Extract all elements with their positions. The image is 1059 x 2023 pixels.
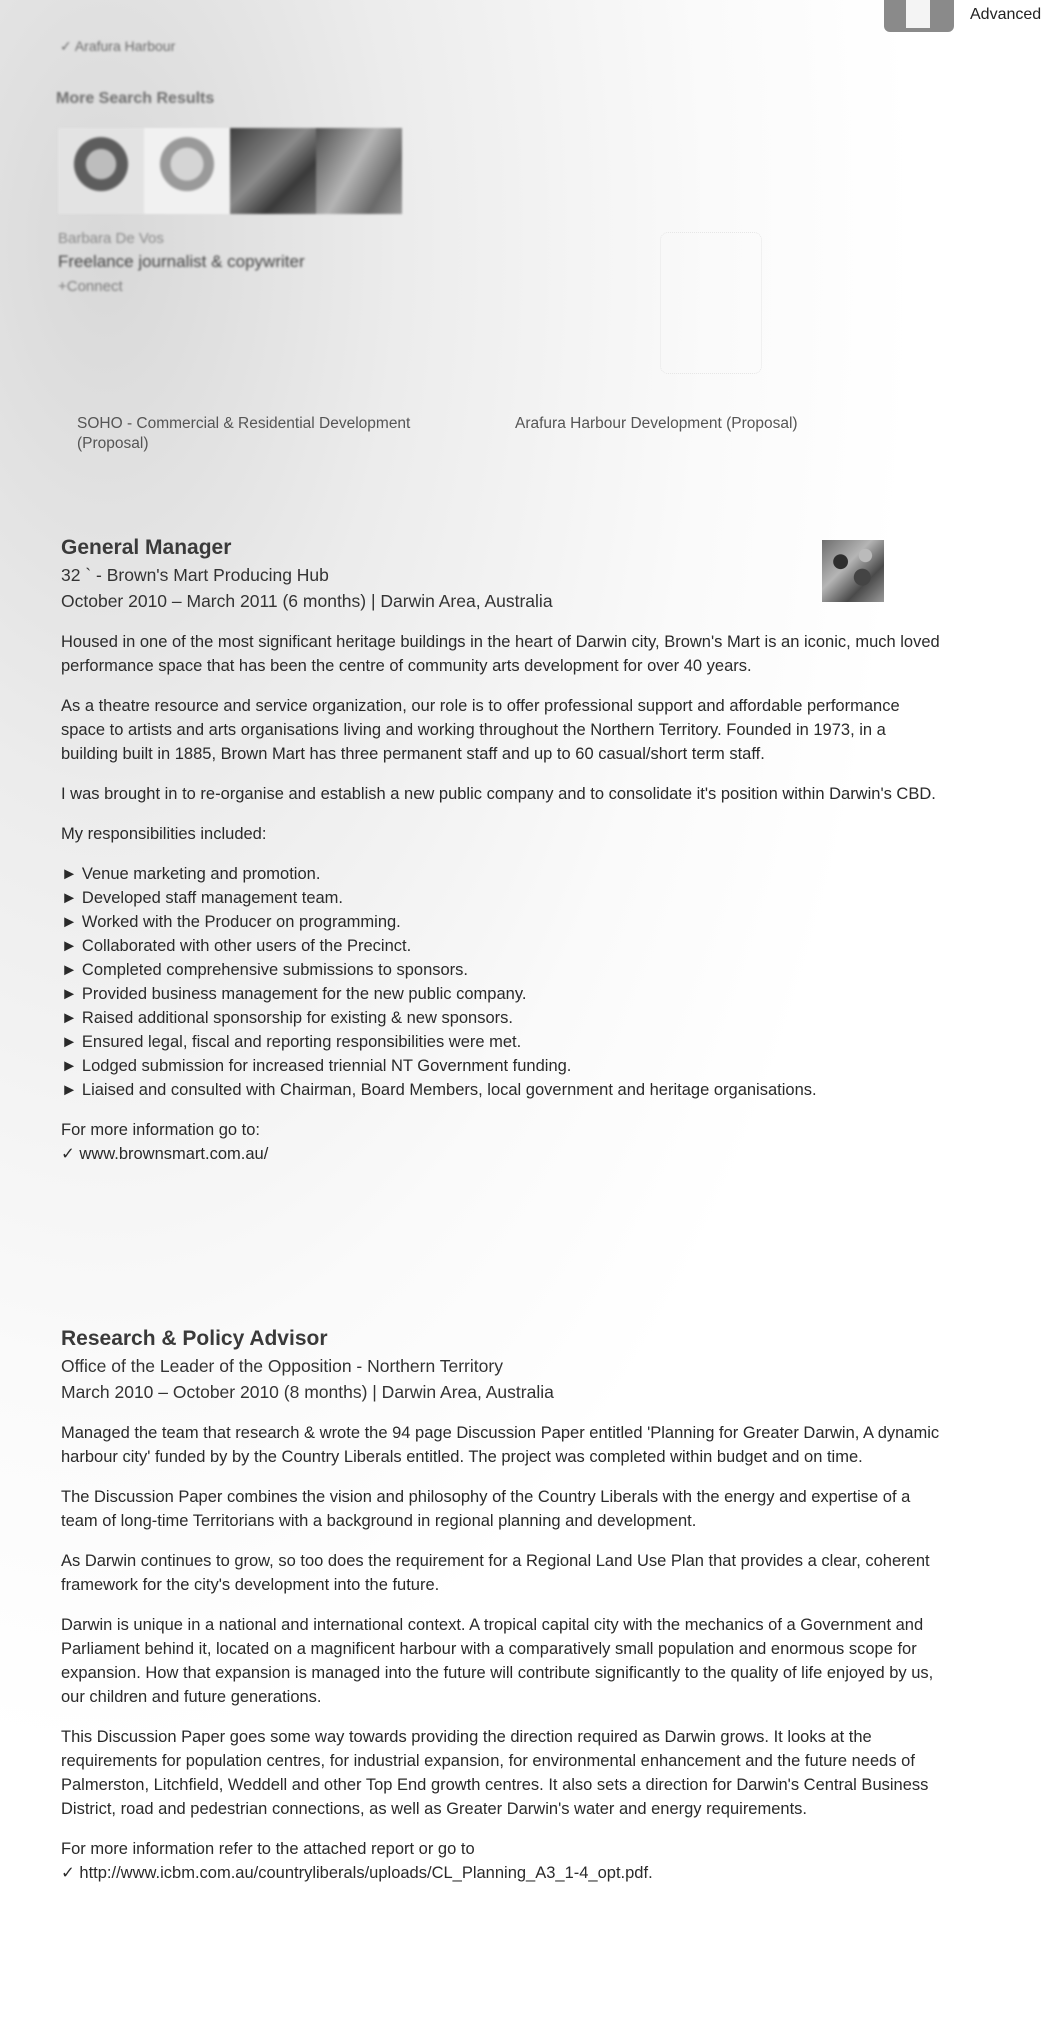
more-info-text: For more information go to: [61,1121,260,1139]
search-breadcrumb[interactable]: ✓ Arafura Harbour [60,38,176,54]
job-paragraph: The Discussion Paper combines the vision and philosophy of the Country Liberals with the energy and expertise of a team of long-time Territorians with a background in regional planning and development. [61,1488,911,1530]
profile-photo-strip [58,128,402,214]
job-dates: October 2010 – March 2011 (6 months) | Darwin Area, Australia [61,591,553,611]
list-item: ► Liaised and consulted with Chairman, Board Members, local government and heritage organisations. [61,1081,817,1099]
advanced-label[interactable]: Advanced [970,6,1042,23]
more-results-heading: More Search Results [56,90,215,107]
list-item: ► Collaborated with other users of the Precinct. [61,937,412,955]
avatar[interactable] [144,128,230,214]
external-link[interactable]: ✓ www.brownsmart.com.au/ [61,1145,269,1163]
job-paragraph: This Discussion Paper goes some way towards providing the direction required as Darwin grows. It looks at the requirements for population centres, for industrial expansion, for environmental enhancement and the future needs of Palmerston, Litchfield, Weddell and other Top End growth centres. It also sets a direction for Darwin's Central Business District, road and pedestrian connections, as well as Greater Darwin's water and energy requirements. [61,1728,929,1818]
connect-link[interactable]: +Connect [58,278,123,295]
project-arafura[interactable]: Arafura Harbour Development (Proposal) [515,415,798,432]
job-organization: 32 ` - Brown's Mart Producing Hub [61,565,329,585]
avatar[interactable] [316,128,402,214]
avatar[interactable] [58,128,144,214]
job-dates: March 2010 – October 2010 (8 months) | Darwin Area, Australia [61,1382,554,1402]
person-headline: Freelance journalist & copywriter [58,252,305,271]
job-paragraph: Housed in one of the most significant heritage buildings in the heart of Darwin city, Brown's Mart is an iconic, much loved performance space that has been the centre of community arts development for over 40 years. [61,633,940,675]
job-entry-general-manager [61,534,941,1166]
job-paragraph: As a theatre resource and service organization, our role is to offer professional support and affordable performance space to artists and arts organisations living and working throughout the Northern Territory. Founded in 1973, in a building built in 1885, Brown Mart has three permanent staff and up to 60 casual/short term staff. [61,697,900,763]
advanced-toggle[interactable] [884,0,954,32]
project-soho[interactable]: SOHO - Commercial & Residential Development (Proposal) [77,415,411,452]
list-item: ► Raised additional sponsorship for existing & new sponsors. [61,1009,513,1027]
blank-placeholder [660,232,762,374]
job-paragraph: I was brought in to re-organise and establish a new public company and to consolidate it's position within Darwin's CBD. [61,785,936,803]
list-item: ► Provided business management for the new public company. [61,985,527,1003]
job-paragraph: Managed the team that research & wrote the 94 page Discussion Paper entitled 'Planning for Greater Darwin, A dynamic harbour city' funded by by the Country Liberals entitled. The project was completed within budget and on time. [61,1424,940,1466]
job-organization: Office of the Leader of the Opposition - Northern Territory [61,1356,503,1376]
job-paragraph: My responsibilities included: [61,825,267,843]
job-title: Research & Policy Advisor [61,1327,328,1350]
external-link[interactable]: ✓ http://www.icbm.com.au/countryliberals/uploads/CL_Planning_A3_1-4_opt.pdf. [61,1864,653,1882]
job-entry-research-policy-advisor [61,1325,941,1885]
list-item: ► Lodged submission for increased triennial NT Government funding. [61,1057,572,1075]
list-item: ► Ensured legal, fiscal and reporting responsibilities were met. [61,1033,522,1051]
job-paragraph: As Darwin continues to grow, so too does the requirement for a Regional Land Use Plan that provides a clear, coherent framework for the city's development into the future. [61,1552,930,1594]
job-title: General Manager [61,536,232,559]
job-paragraph: Darwin is unique in a national and international context. A tropical capital city with the mechanics of a Government and Parliament behind it, located on a magnificent harbour with a comparatively small population and enormous scope for expansion. How that expansion is managed into the future will contribute significantly to the quality of life enjoyed by us, our children and future generations. [61,1616,934,1706]
list-item: ► Developed staff management team. [61,889,344,907]
responsibilities-list [61,862,941,1102]
person-name[interactable]: Barbara De Vos [58,230,164,247]
list-item: ► Completed comprehensive submissions to sponsors. [61,961,469,979]
list-item: ► Worked with the Producer on programming. [61,913,401,931]
list-item: ► Venue marketing and promotion. [61,865,321,883]
more-info-text: For more information refer to the attached report or go to [61,1840,475,1858]
avatar[interactable] [230,128,316,214]
